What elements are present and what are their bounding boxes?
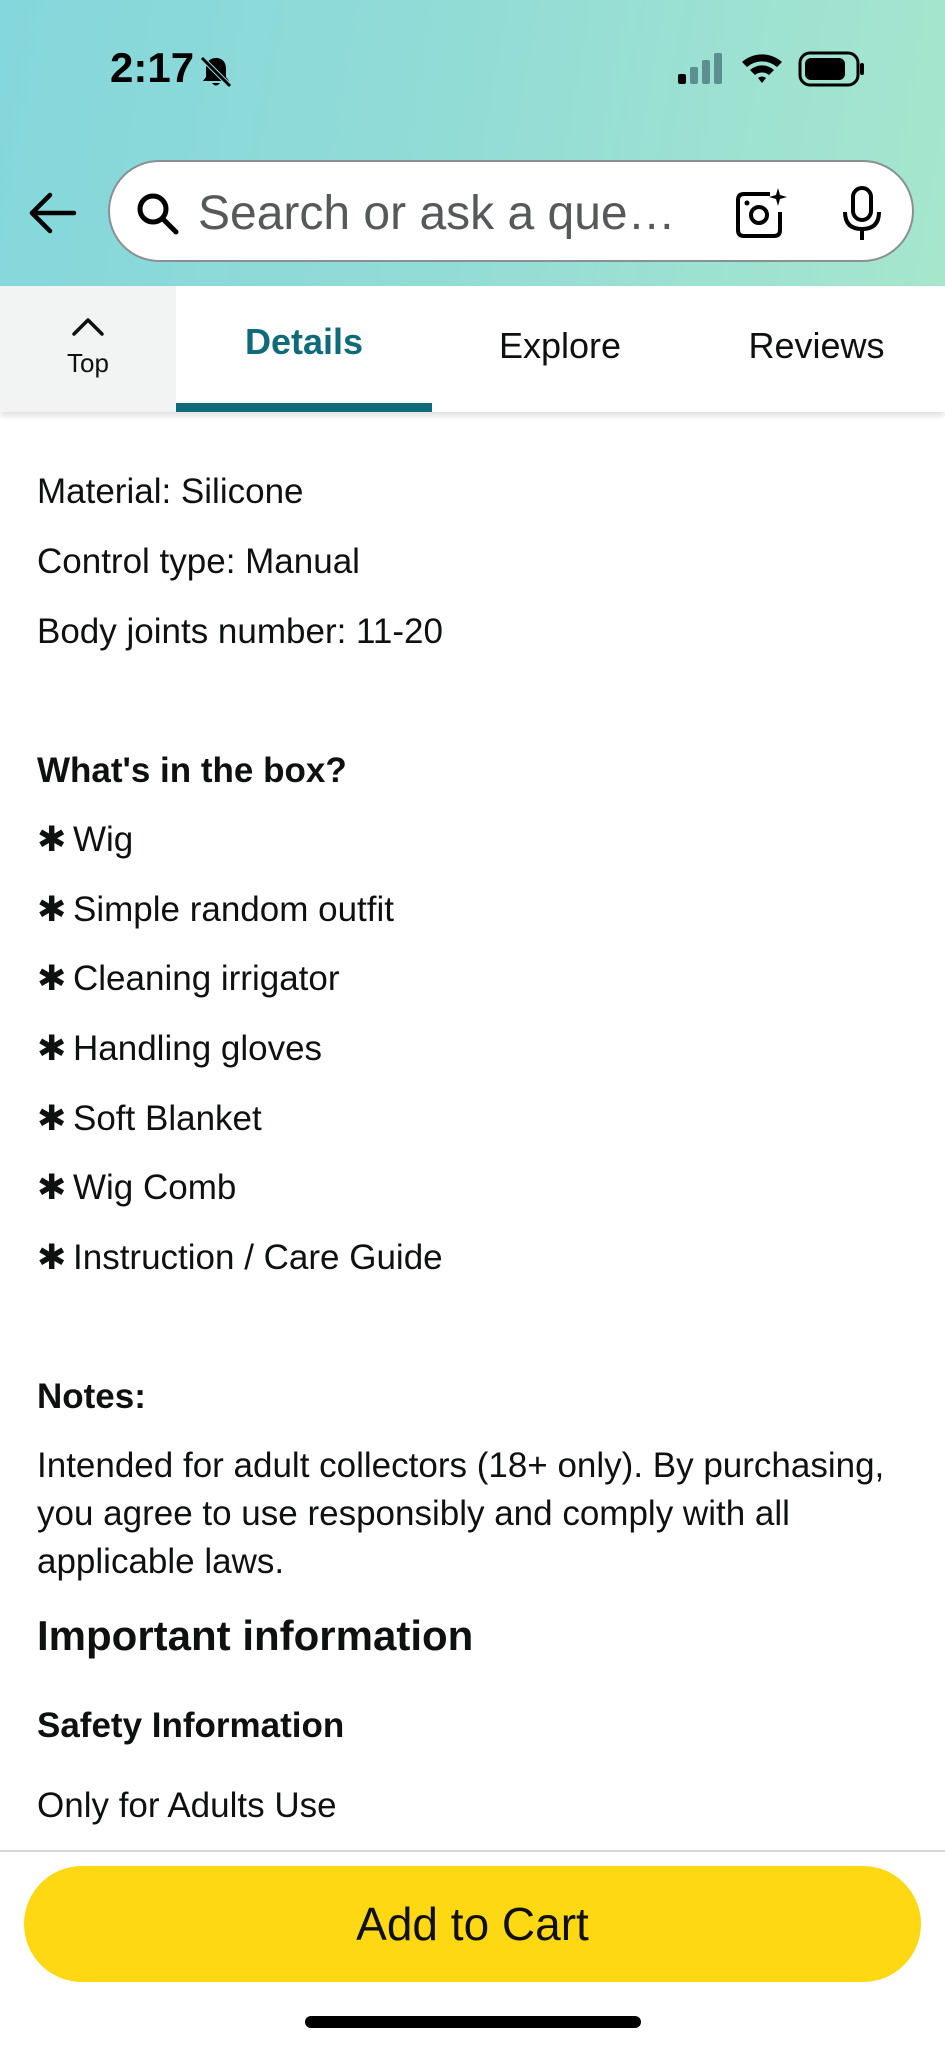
bullet: ✱ bbox=[37, 1029, 67, 1068]
bullet: ✱ bbox=[37, 820, 67, 859]
cellular-signal-icon bbox=[676, 52, 724, 86]
list-item bbox=[37, 959, 340, 999]
safety-heading: Safety Information bbox=[37, 1706, 345, 1745]
notes-heading: Notes: bbox=[37, 1377, 146, 1416]
back-arrow-icon[interactable] bbox=[26, 186, 80, 240]
list-item-text: Soft Blanket bbox=[73, 1099, 262, 1138]
list-item-text: Handling gloves bbox=[73, 1029, 323, 1068]
bottom-divider bbox=[0, 1850, 945, 1852]
status-time: 2:17 bbox=[110, 44, 195, 91]
notes-text: Intended for adult collectors (18+ only). By purchasing, you agree to use responsibly and comply with all applicable laws. bbox=[37, 1446, 885, 1581]
tab-reviews[interactable] bbox=[688, 286, 945, 412]
spec-material: Material: Silicone bbox=[37, 472, 304, 511]
list-item-text: Wig Comb bbox=[73, 1168, 237, 1207]
header bbox=[0, 0, 945, 286]
box-heading: What's in the box? bbox=[37, 751, 347, 790]
microphone-icon[interactable] bbox=[838, 184, 886, 244]
tab-details-label: Details bbox=[244, 321, 364, 362]
important-info-heading: Important information bbox=[37, 1612, 474, 1659]
safety-text: Only for Adults Use bbox=[37, 1786, 337, 1825]
tab-details[interactable] bbox=[176, 286, 432, 412]
list-item bbox=[37, 1099, 262, 1139]
tab-explore-label: Explore bbox=[498, 325, 622, 366]
list-item bbox=[37, 1029, 322, 1069]
active-tab-indicator bbox=[176, 403, 432, 412]
search-input[interactable] bbox=[108, 160, 914, 262]
list-item bbox=[37, 1238, 443, 1278]
spec-body-joints: Body joints number: 11-20 bbox=[37, 612, 443, 651]
wifi-icon bbox=[740, 50, 784, 86]
home-indicator bbox=[305, 2016, 641, 2028]
list-item-text: Wig bbox=[73, 820, 134, 859]
bullet: ✱ bbox=[37, 959, 67, 998]
bullet: ✱ bbox=[37, 1168, 67, 1207]
tab-explore[interactable] bbox=[432, 286, 688, 412]
camera-search-icon[interactable] bbox=[732, 186, 788, 242]
bullet: ✱ bbox=[37, 1238, 67, 1277]
list-item-text: Instruction / Care Guide bbox=[73, 1238, 443, 1277]
tab-reviews-label: Reviews bbox=[748, 325, 885, 366]
tab-top[interactable] bbox=[0, 286, 176, 412]
bell-muted-icon bbox=[198, 54, 234, 90]
battery-icon bbox=[798, 50, 866, 88]
add-to-cart-button[interactable]: Add to Cart bbox=[24, 1866, 921, 1982]
tab-bar bbox=[0, 286, 945, 412]
bullet: ✱ bbox=[37, 890, 67, 929]
list-item bbox=[37, 890, 394, 930]
list-item-text: Cleaning irrigator bbox=[73, 959, 340, 998]
search-placeholder: Search or ask a que… bbox=[198, 187, 676, 240]
spec-control-type: Control type: Manual bbox=[37, 542, 360, 581]
list-item bbox=[37, 820, 133, 860]
list-item-text: Simple random outfit bbox=[73, 890, 394, 929]
bullet: ✱ bbox=[37, 1099, 67, 1138]
search-icon bbox=[134, 190, 180, 236]
tab-top-label: Top bbox=[67, 348, 109, 378]
list-item bbox=[37, 1168, 236, 1208]
chevron-up-icon bbox=[70, 314, 106, 338]
